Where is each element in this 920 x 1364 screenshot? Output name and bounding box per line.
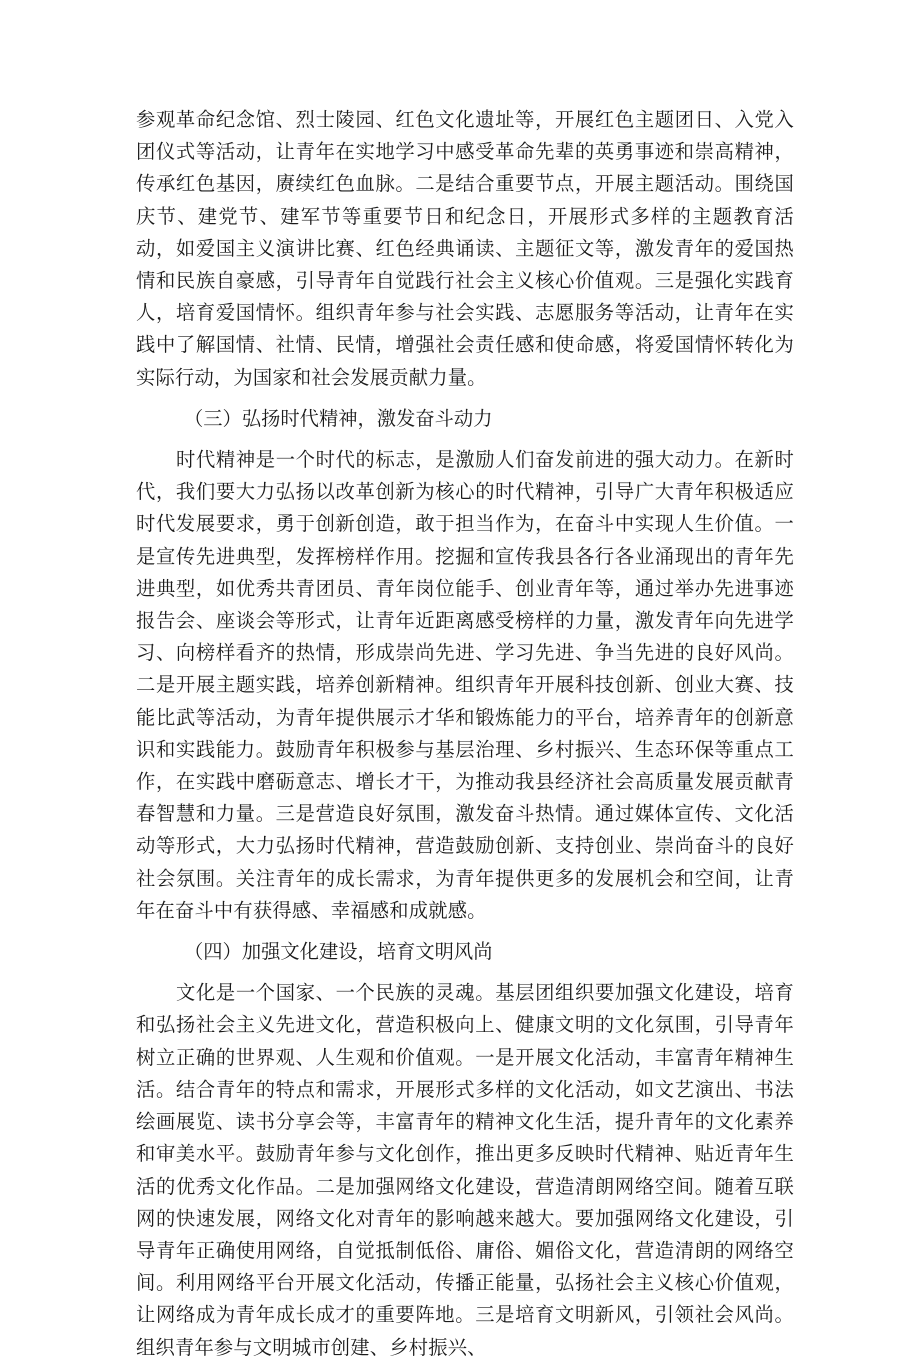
document-page (136, 104, 794, 1364)
body-paragraph: 时代精神是一个时代的标志，是激励人们奋发前进的强大动力。在新时代，我们要大力弘扬以改革创新为核心的时代精神，引导广大青年积极适应时代发展要求，勇于创新创造，敢于担当作为，在奋斗中实现人生价值。一是宣传先进典型，发挥榜样作用。挖掘和宣传我县各行各业涌现出的青年先进典型，如优秀共青团员、青年岗位能手、创业青年等，通过举办先进事迹报告会、座谈会等形式，让青年近距离感受榜样的力量，激发青年向先进学习、向榜样看齐的热情，形成崇尚先进、学习先进、争当先进的良好风尚。二是开展主题实践，培养创新精神。组织青年开展科技创新、创业大赛、技能比武等活动，为青年提供展示才华和锻炼能力的平台，培养青年的创新意识和实践能力。鼓励青年积极参与基层治理、乡村振兴、生态环保等重点工作，在实践中磨砺意志、增长才干，为推动我县经济社会高质量发展贡献青春智慧和力量。三是营造良好氛围，激发奋斗热情。通过媒体宣传、文化活动等形式，大力弘扬时代精神，营造鼓励创新、支持创业、崇尚奋斗的良好社会氛围。关注青年的成长需求，为青年提供更多的发展机会和空间，让青年在奋斗中有获得感、幸福感和成就感。 (136, 448, 794, 922)
section-heading-3: （三）弘扬时代精神，激发奋斗动力 (184, 406, 493, 430)
body-paragraph-continued: 参观革命纪念馆、烈士陵园、红色文化遗址等，开展红色主题团日、入党入团仪式等活动，让青年在实地学习中感受革命先辈的英勇事迹和崇高精神，传承红色基因，赓续红色血脉。二是结合重要节点，开展主题活动。围绕国庆节、建党节、建军节等重要节日和纪念日，开展形式多样的主题教育活动，如爱国主义演讲比赛、红色经典诵读、主题征文等，激发青年的爱国热情和民族自豪感，引导青年自觉践行社会主义核心价值观。三是强化实践育人，培育爱国情怀。组织青年参与社会实践、志愿服务等活动，让青年在实践中了解国情、社情、民情，增强社会责任感和使命感，将爱国情怀转化为实际行动，为国家和社会发展贡献力量。 (136, 108, 794, 389)
body-paragraph: 文化是一个国家、一个民族的灵魂。基层团组织要加强文化建设，培育和弘扬社会主义先进文化，营造积极向上、健康文明的文化氛围，引导青年树立正确的世界观、人生观和价值观。一是开展文化活动，丰富青年精神生活。结合青年的特点和需求，开展形式多样的文化活动，如文艺演出、书法绘画展览、读书分享会等，丰富青年的精神文化生活，提升青年的文化素养和审美水平。鼓励青年参与文化创作，推出更多反映时代精神、贴近青年生活的优秀文化作品。二是加强网络文化建设，营造清朗网络空间。随着互联网的快速发展，网络文化对青年的影响越来越大。要加强网络文化建设，引导青年正确使用网络，自觉抵制低俗、庸俗、媚俗文化，营造清朗的网络空间。利用网络平台开展文化活动，传播正能量，弘扬社会主义核心价值观，让网络成为青年成长成才的重要阵地。三是培育文明新风，引领社会风尚。组织青年参与文明城市创建、乡村振兴、 (136, 981, 794, 1359)
section-heading-4: （四）加强文化建设，培育文明风尚 (184, 940, 493, 964)
